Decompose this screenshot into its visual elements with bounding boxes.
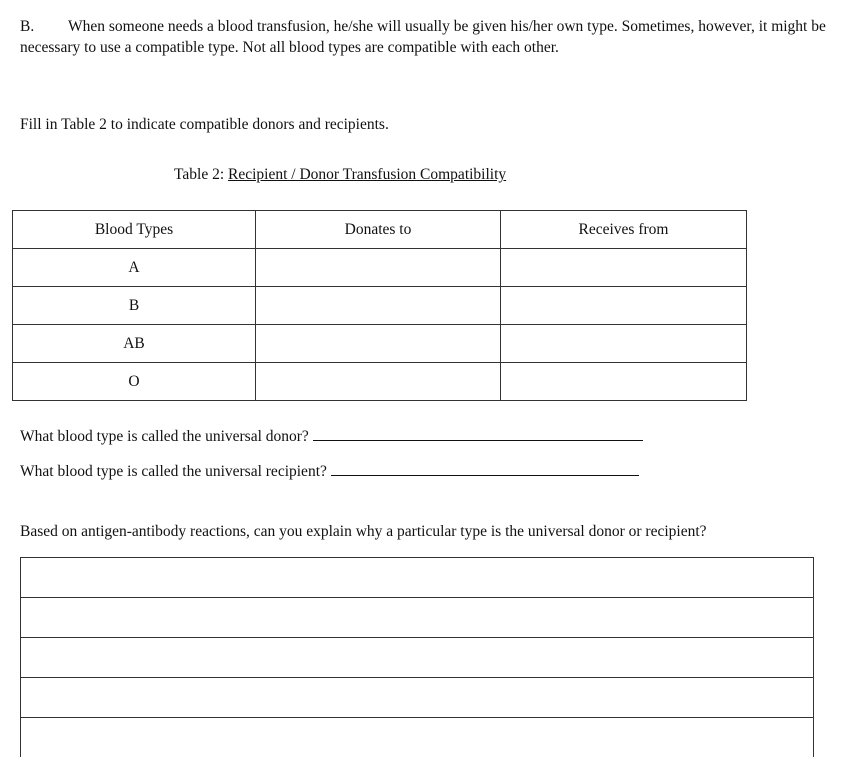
universal-donor-question bbox=[20, 428, 643, 446]
fill-instruction: Fill in Table 2 to indicate compatible donors and recipients. bbox=[20, 116, 389, 133]
universal-recipient-question bbox=[20, 463, 639, 481]
table-caption bbox=[174, 166, 506, 184]
caption-title: Recipient / Donor Transfusion Compatibility bbox=[228, 166, 507, 183]
universal-donor-label: What blood type is called the universal donor? bbox=[20, 428, 309, 445]
explanation-answer-box bbox=[20, 557, 814, 757]
donates-to-cell[interactable] bbox=[256, 287, 501, 325]
compatibility-table bbox=[12, 210, 747, 401]
explain-prompt: Based on antigen-antibody reactions, can you explain why a particular type is the universal donor or recipient? bbox=[20, 523, 707, 540]
header-donates-to: Donates to bbox=[256, 211, 501, 249]
universal-recipient-answer-line[interactable] bbox=[331, 463, 639, 476]
intro-text: When someone needs a blood transfusion, he/she will usually be given his/her own type. Sometimes, however, it might be necessary to use a compatible type. Not all blood types are compatible with each other. bbox=[20, 18, 826, 56]
table-row bbox=[13, 363, 747, 401]
table-row bbox=[13, 325, 747, 363]
receives-from-cell[interactable] bbox=[501, 287, 747, 325]
table-row bbox=[13, 249, 747, 287]
donates-to-cell[interactable] bbox=[256, 363, 501, 401]
answer-line[interactable] bbox=[20, 557, 814, 597]
answer-line[interactable] bbox=[20, 637, 814, 677]
donates-to-cell[interactable] bbox=[256, 325, 501, 363]
universal-donor-answer-line[interactable] bbox=[313, 428, 643, 441]
header-blood-types: Blood Types bbox=[13, 211, 256, 249]
donates-to-cell[interactable] bbox=[256, 249, 501, 287]
section-label: B. bbox=[20, 18, 35, 35]
caption-prefix: Table 2: bbox=[174, 166, 229, 183]
header-receives-from: Receives from bbox=[501, 211, 747, 249]
table-header-row bbox=[13, 211, 747, 249]
receives-from-cell[interactable] bbox=[501, 249, 747, 287]
universal-recipient-label: What blood type is called the universal recipient? bbox=[20, 463, 327, 480]
intro-paragraph bbox=[20, 16, 830, 58]
answer-line[interactable] bbox=[20, 597, 814, 637]
blood-type-cell: B bbox=[13, 287, 256, 325]
blood-type-cell: A bbox=[13, 249, 256, 287]
answer-line[interactable] bbox=[20, 677, 814, 717]
table-row bbox=[13, 287, 747, 325]
blood-type-cell: AB bbox=[13, 325, 256, 363]
answer-line[interactable] bbox=[20, 717, 814, 757]
receives-from-cell[interactable] bbox=[501, 325, 747, 363]
receives-from-cell[interactable] bbox=[501, 363, 747, 401]
blood-type-cell: O bbox=[13, 363, 256, 401]
